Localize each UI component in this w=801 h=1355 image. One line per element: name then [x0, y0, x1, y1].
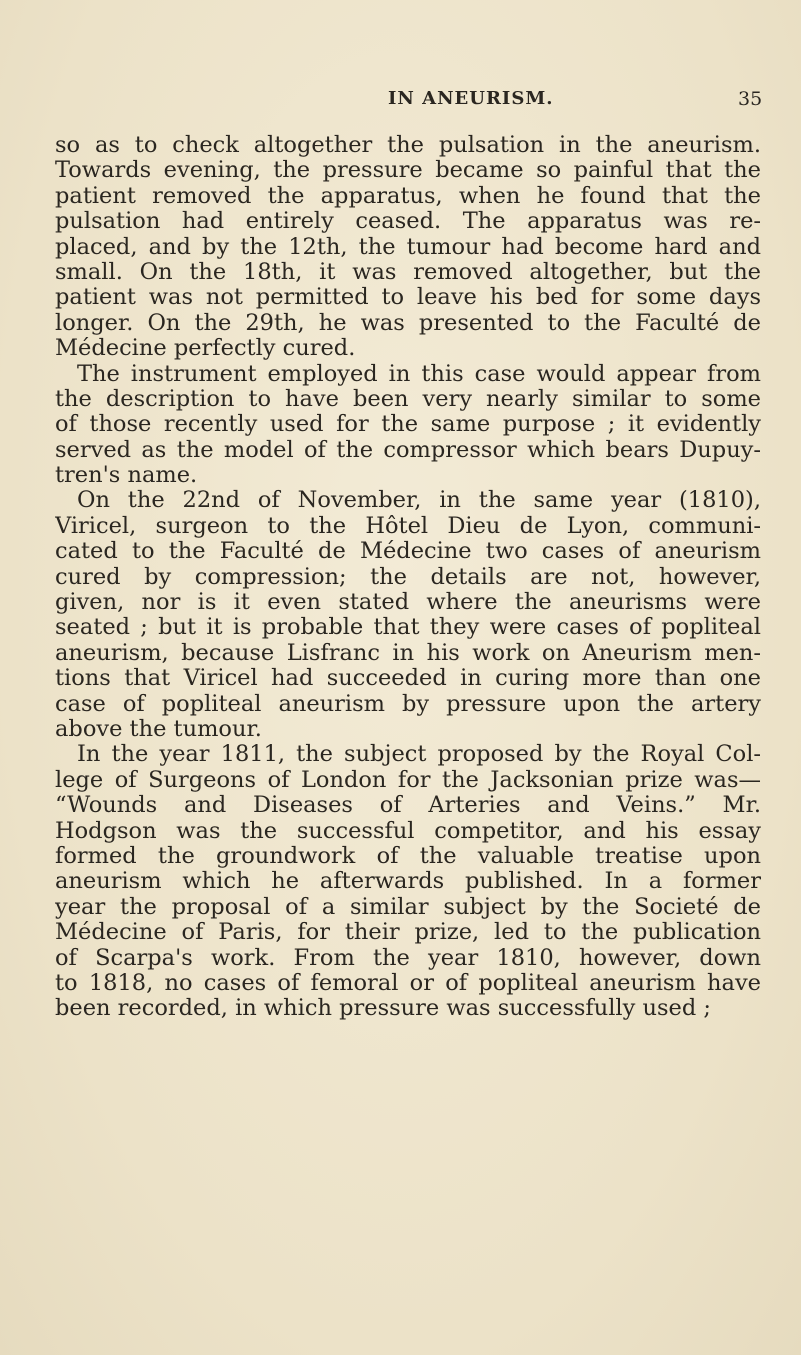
- running-head: IN ANEURISM.: [388, 88, 554, 109]
- paragraph-start-line: On the 22nd of November, in the same year (1810),: [77, 488, 761, 514]
- text-line: patient removed the apparatus, when he found that the: [55, 183, 761, 209]
- text-line: of Scarpa's work. From the year 1810, however, down: [55, 945, 761, 971]
- text-line: given, nor is it even stated where the aneurisms were: [55, 590, 761, 616]
- text-line: tions that Viricel had succeeded in curing more than one: [55, 666, 761, 692]
- text-line: the description to have been very nearly similar to some: [55, 386, 761, 412]
- page-header: [0, 88, 801, 118]
- text-line: Hodgson was the successful competitor, and his essay: [55, 818, 761, 844]
- text-line: lege of Surgeons of London for the Jacksonian prize was—: [55, 767, 761, 793]
- text-line: Towards evening, the pressure became so painful that the: [55, 158, 761, 184]
- body-text: [55, 133, 761, 1022]
- text-line: pulsation had entirely ceased. The apparatus was re-: [55, 209, 761, 235]
- text-line: tren's name.: [55, 463, 198, 489]
- page-number: 35: [738, 88, 763, 110]
- text-line: aneurism, because Lisfranc in his work on Aneurism men-: [55, 640, 761, 666]
- text-line: case of popliteal aneurism by pressure upon the artery: [55, 691, 761, 717]
- text-line: been recorded, in which pressure was successfully used ;: [55, 996, 711, 1022]
- text-line: patient was not permitted to leave his bed for some days: [55, 285, 761, 311]
- text-line: aneurism which he afterwards published. In a former: [55, 869, 761, 895]
- text-line: Médecine of Paris, for their prize, led to the publication: [55, 920, 761, 946]
- text-line: seated ; but it is probable that they were cases of popliteal: [55, 615, 761, 641]
- paragraph-start-line: In the year 1811, the subject proposed by the Royal Col-: [77, 742, 761, 768]
- text-line: “Wounds and Diseases of Arteries and Veins.” Mr.: [55, 793, 761, 819]
- paragraph-start-line: The instrument employed in this case would appear from: [77, 361, 761, 387]
- text-line: cured by compression; the details are not, however,: [55, 564, 761, 590]
- text-line: longer. On the 29th, he was presented to the Faculté de: [55, 310, 761, 336]
- text-line: so as to check altogether the pulsation in the aneurism.: [55, 133, 761, 158]
- text-line: Viricel, surgeon to the Hôtel Dieu de Lyon, communi-: [55, 513, 761, 539]
- text-line: placed, and by the 12th, the tumour had become hard and: [55, 234, 761, 260]
- text-line: year the proposal of a similar subject by the Societé de: [55, 894, 761, 920]
- text-line: to 1818, no cases of femoral or of popliteal aneurism have: [55, 970, 761, 996]
- text-line: above the tumour.: [55, 716, 262, 742]
- text-line: served as the model of the compressor which bears Dupuy-: [55, 437, 761, 463]
- text-line: small. On the 18th, it was removed altogether, but the: [55, 259, 761, 285]
- text-line: formed the groundwork of the valuable treatise upon: [55, 843, 761, 869]
- text-line: of those recently used for the same purpose ; it evidently: [55, 412, 761, 438]
- text-line: Médecine perfectly cured.: [55, 336, 356, 362]
- text-line: cated to the Faculté de Médecine two cases of aneurism: [55, 539, 761, 565]
